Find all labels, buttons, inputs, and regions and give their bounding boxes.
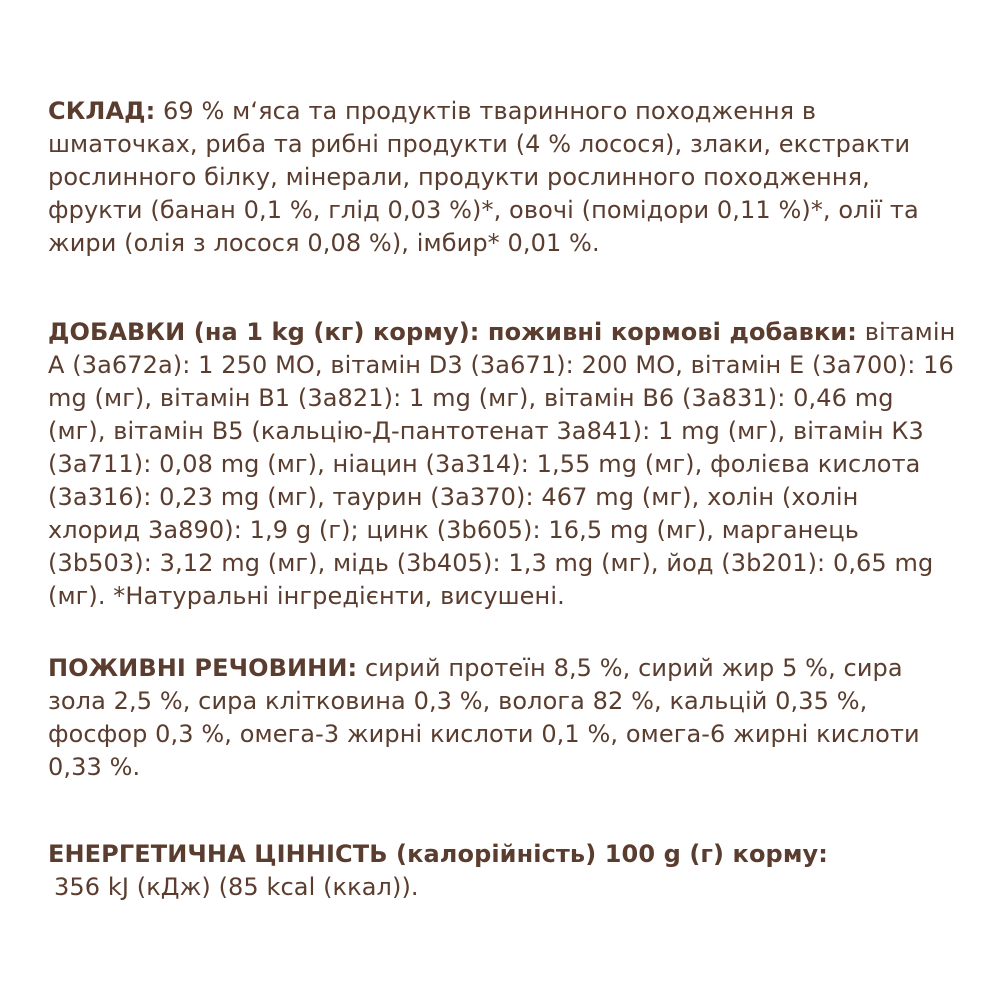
composition-section (48, 95, 958, 260)
nutrients-text: сирий протеїн 8,5 %, сирий жир 5 %, сира зола 2,5 %, сира клітковина 0,3 %, волога 82 %, кальцій 0,35 %, фосфор 0,3 %, омега-3 жирні кислоти 0,1 %, омега-6 жирні кислоти 0,33 %. (48, 654, 920, 781)
energy-label: ЕНЕРГЕТИЧНА ЦІННІСТЬ (калорійність) 100 g (г) корму: (48, 840, 828, 868)
composition-text: 69 % м‘яса та продуктів тваринного походження в шматочках, риба та рибні продукти (4 % лосося), злаки, екстракти рослинного білку, мінерали, продукти рослинного походження, фрукти (банан 0,1 %, глід 0,03 %)*, овочі (помідори 0,11 %)*, олії та жири (олія з лосося 0,08 %), імбир* 0,01 %. (48, 97, 919, 257)
additives-section (48, 316, 958, 613)
nutrients-section (48, 652, 958, 784)
energy-text: 356 kJ (кДж) (85 kcal (ккал)). (54, 873, 419, 901)
additives-text: вітамін А (3а672а): 1 250 МО, вітамін D3 (3а671): 200 МО, вітамін Е (3а700): 16 mg (мг), вітамін B1 (3а821): 1 mg (мг), вітамін B6 (3а831): 0,46 mg (мг), вітамін B5 (кальцію-Д-пантотенат 3а841): 1 mg (мг), вітамін К3 (3а711): 0,08 mg (мг), ніацин (3а314): 1,55 mg (мг), фолієва кислота (3а316): 0,23 mg (мг), таурин (3а370): 467 mg (мг), холін (холін хлорид 3а890): 1,9 g (г); цинк (3b605): 16,5 mg (мг), марганець (3b503): 3,12 mg (мг), мідь (3b405): 1,3 mg (мг), йод (3b201): 0,65 mg (мг). *Натуральні інгредієнти, висушені. (48, 318, 956, 610)
composition-label: СКЛАД: (48, 97, 156, 125)
nutrients-label: ПОЖИВНІ РЕЧОВИНИ: (48, 654, 358, 682)
energy-section (48, 838, 958, 904)
additives-label: ДОБАВКИ (на 1 kg (кг) корму): поживні кормові добавки: (48, 318, 857, 346)
